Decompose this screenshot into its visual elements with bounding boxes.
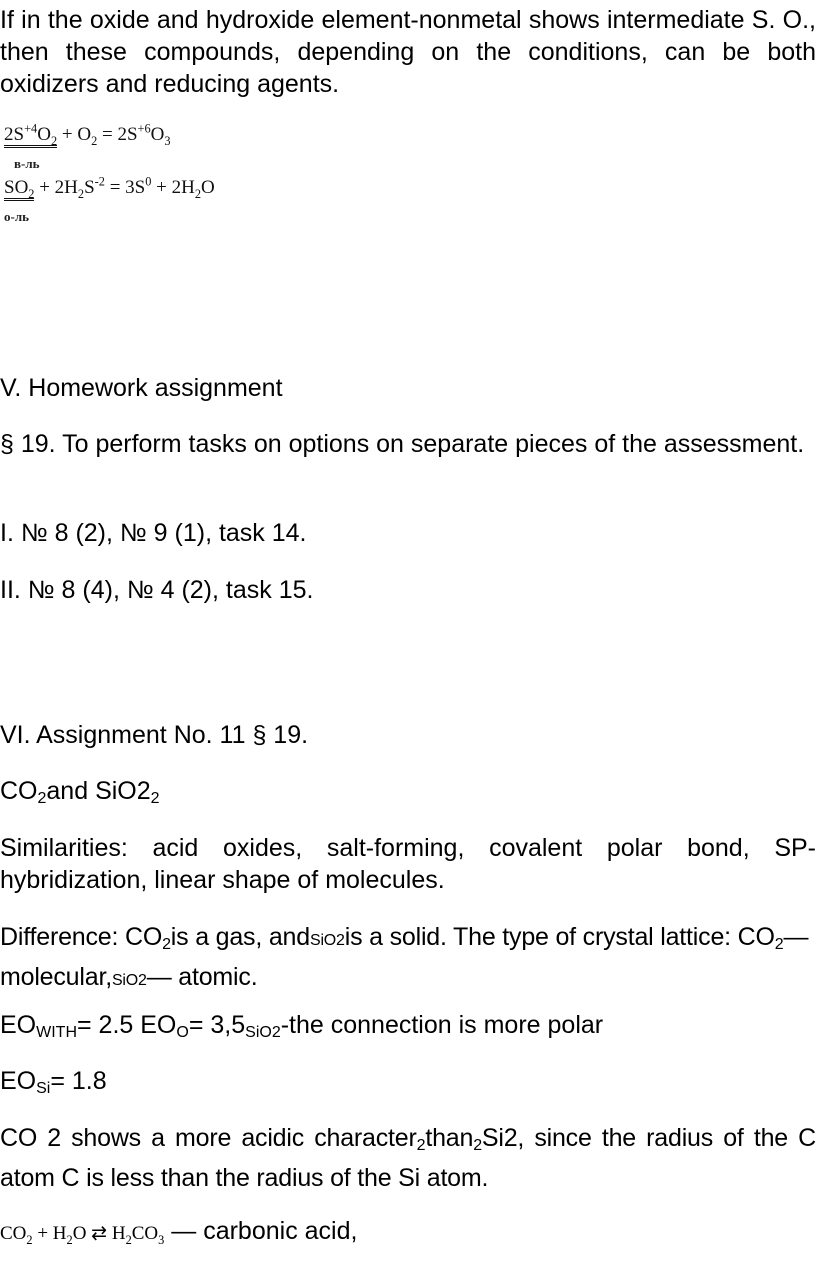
carbonic-acid-equation: $CO_2 + H_2O$ ⇄ $H_2CO_3$	[0, 1223, 165, 1247]
equation-reduction: $SO_2 + 2H_2S^{-2} = 3S^0 + 2H_2O$	[4, 174, 215, 201]
acidity-paragraph: CO 2 shows a more acidic character$_2$than$_2$Si2, since the radius of the C atom C is less than the radius of the Si atom.	[0, 1124, 816, 1192]
homework-option-2: II. № 8 (4), № 4 (2), task 15.	[0, 576, 314, 604]
homework-heading: V. Homework assignment	[0, 374, 283, 402]
electronegativity-line: $EO_{WITH}= 2.5$ $EO_O= 3,5_{SiO2}-the$ connection is more polar	[0, 1011, 604, 1041]
similarities-paragraph: Similarities: acid oxides, salt-forming, covalent polar bond, SP-hybridization, linear shape of molecules.	[0, 834, 816, 894]
homework-paragraph: § 19. To perform tasks on options on separate pieces of the assessment.	[0, 430, 805, 458]
equation-underlined-term: $SO_2$	[4, 177, 35, 201]
difference-paragraph: Difference: $CO_2is$ a gas, andSiO2is a solid. The type of crystal lattice: $CO_2—$ molecular,SiO2— atomic.	[0, 923, 809, 991]
compounds-line: $CO_2and$ $SiO2_2$	[0, 777, 160, 807]
reducer-label: в-ль	[14, 156, 40, 171]
oxidizer-label: о-ль	[4, 209, 29, 224]
electronegativity-si-line: $EO_{Si}= 1.8$	[0, 1067, 107, 1097]
equation-underlined-term: $2S^{+4}O_2$	[4, 121, 58, 148]
intro-paragraph: If in the oxide and hydroxide element-nonmetal shows intermediate S. O., then these compounds, depending on the conditions, can be both oxidizers and reducing agents.	[0, 6, 816, 98]
equation-oxidation: $2S^{+4}O_2 + O_2 = 2S^{+6}O_3$	[4, 121, 171, 148]
homework-option-1: I. № 8 (2), № 9 (1), task 14.	[0, 519, 307, 547]
assignment-heading: VI. Assignment No. 11 § 19.	[0, 721, 309, 749]
carbonic-acid-line: $CO_2 + H_2O$ ⇄ $H_2CO_3$ — carbonic acid,	[0, 1217, 358, 1247]
